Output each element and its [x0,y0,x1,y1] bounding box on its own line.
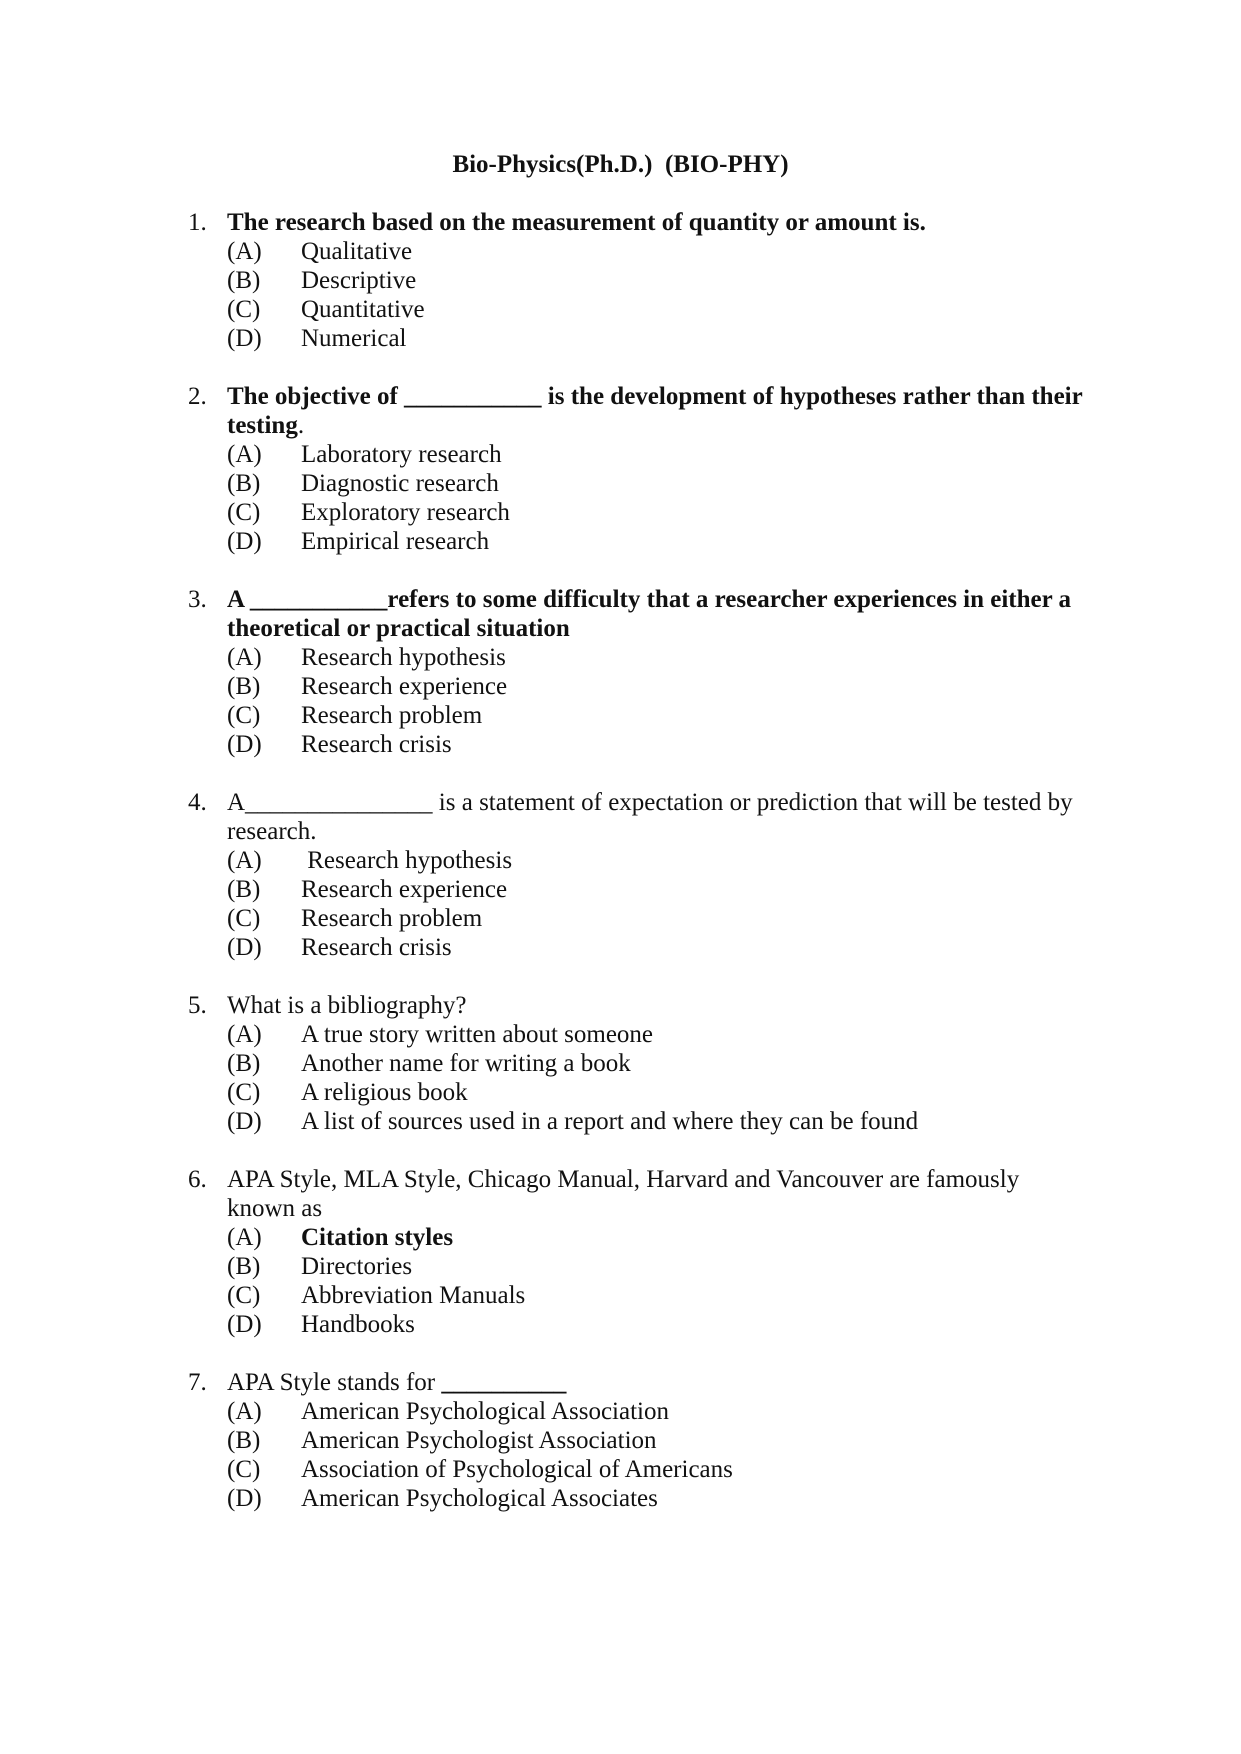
option-text: Laboratory research [301,441,502,468]
question-text [227,208,1091,237]
question-text-segment: known as [227,1195,323,1222]
question-text-segment: . [297,412,305,439]
question-text [227,382,1091,411]
option-a [227,440,1091,469]
question-text [227,788,1091,817]
option-text: Empirical research [301,528,490,555]
question-body [227,208,1091,353]
question-body [227,1368,1091,1513]
option-a [227,237,1091,266]
option-label: (B) [227,876,261,903]
option-text: Citation styles [301,1224,454,1251]
option-text: Directories [301,1253,413,1280]
option-text: Quantitative [301,296,425,323]
question-body [227,1165,1091,1339]
option-label: (B) [227,673,261,700]
option-label: (B) [227,267,261,294]
option-b [227,266,1091,295]
option-text: Association of Psychological of Americans [301,1456,733,1483]
question-text-segment: APA Style, MLA Style, Chicago Manual, Harvard and Vancouver are famously [227,1166,1020,1193]
option-c [227,1078,1091,1107]
question-number: 6. [188,1166,207,1193]
option-label: (D) [227,325,262,352]
option-label: (B) [227,1253,261,1280]
option-c [227,295,1091,324]
question-body [227,585,1091,759]
option-label: (A) [227,238,262,265]
option-d [227,1107,1091,1136]
question-6 [188,1165,1091,1339]
option-label: (A) [227,1021,262,1048]
option-label: (C) [227,1282,261,1309]
question-text-segment: The research based on the measurement of quantity or amount is. [227,209,926,236]
option-label: (D) [227,934,262,961]
question-3 [188,585,1091,759]
question-body [227,382,1091,556]
option-text: Research crisis [301,934,452,961]
question-number: 5. [188,992,207,1019]
question-number: 7. [188,1369,207,1396]
option-b [227,672,1091,701]
question-text [227,991,1091,1020]
option-label: (A) [227,1398,262,1425]
option-b [227,1252,1091,1281]
option-a [227,1397,1091,1426]
question-1 [188,208,1091,353]
option-d [227,1484,1091,1513]
option-label: (D) [227,1108,262,1135]
question-text-segment: research. [227,818,317,845]
question-body [227,991,1091,1136]
question-number: 3. [188,586,207,613]
option-label: (C) [227,702,261,729]
option-text: Research problem [301,905,483,932]
option-a [227,846,1091,875]
question-text [227,1165,1091,1194]
question-body [227,788,1091,962]
option-label: (C) [227,499,261,526]
question-number: 4. [188,789,207,816]
option-c [227,498,1091,527]
option-label: (A) [227,441,262,468]
option-text: Handbooks [301,1311,415,1338]
option-c [227,1281,1091,1310]
question-list [188,208,1091,1542]
question-2 [188,382,1091,556]
question-text-segment: APA Style stands for [227,1369,442,1396]
option-c [227,1455,1091,1484]
option-text: Research hypothesis [301,847,513,874]
option-text: Research problem [301,702,483,729]
option-text: Research experience [301,876,508,903]
question-5 [188,991,1091,1136]
option-label: (D) [227,1311,262,1338]
option-label: (A) [227,847,262,874]
option-text: A religious book [301,1079,468,1106]
answer-blank: __________ [441,1369,567,1396]
option-a [227,643,1091,672]
option-text: Research hypothesis [301,644,506,671]
question-text [227,1368,1091,1397]
option-d [227,527,1091,556]
question-text-segment: The objective of ___________ is the development of hypotheses rather than their [227,383,1083,410]
option-d [227,933,1091,962]
option-label: (B) [227,1427,261,1454]
question-text [227,614,1091,643]
option-label: (D) [227,528,262,555]
option-text: American Psychological Associates [301,1485,658,1512]
option-text: American Psychological Association [301,1398,669,1425]
question-text-segment: A ___________refers to some difficulty that a researcher experiences in either a [227,586,1072,613]
option-a [227,1020,1091,1049]
option-b [227,875,1091,904]
question-text [227,1194,1091,1223]
option-text: American Psychologist Association [301,1427,657,1454]
option-text: Qualitative [301,238,413,265]
option-text: A true story written about someone [301,1021,654,1048]
option-text: Numerical [301,325,407,352]
question-number: 2. [188,383,207,410]
option-b [227,1049,1091,1078]
option-text: Descriptive [301,267,417,294]
option-label: (C) [227,1079,261,1106]
option-label: (B) [227,1050,261,1077]
option-text: Diagnostic research [301,470,499,497]
option-label: (A) [227,644,262,671]
option-text: Another name for writing a book [301,1050,631,1077]
option-c [227,904,1091,933]
question-text [227,817,1091,846]
option-d [227,324,1091,353]
option-label: (D) [227,731,262,758]
option-d [227,1310,1091,1339]
question-7 [188,1368,1091,1513]
option-c [227,701,1091,730]
question-text-segment: A_______________ is a statement of expectation or prediction that will be tested by [227,789,1073,816]
question-text-segment: testing [227,412,298,439]
option-label: (C) [227,905,261,932]
option-a [227,1223,1091,1252]
option-text: Research experience [301,673,508,700]
question-text-segment: theoretical or practical situation [227,615,570,642]
option-label: (A) [227,1224,262,1251]
option-text: Abbreviation Manuals [301,1282,526,1309]
option-label: (D) [227,1485,262,1512]
option-label: (C) [227,296,261,323]
option-d [227,730,1091,759]
option-label: (C) [227,1456,261,1483]
option-b [227,469,1091,498]
question-4 [188,788,1091,962]
option-text: Research crisis [301,731,452,758]
question-text-segment: What is a bibliography? [227,992,467,1019]
page-title: Bio-Physics(Ph.D.) (BIO-PHY) [452,151,789,178]
option-label: (B) [227,470,261,497]
option-b [227,1426,1091,1455]
question-text [227,585,1091,614]
option-text: A list of sources used in a report and where they can be found [301,1108,919,1135]
option-text: Exploratory research [301,499,510,526]
question-text [227,411,1091,440]
question-number: 1. [188,209,207,236]
